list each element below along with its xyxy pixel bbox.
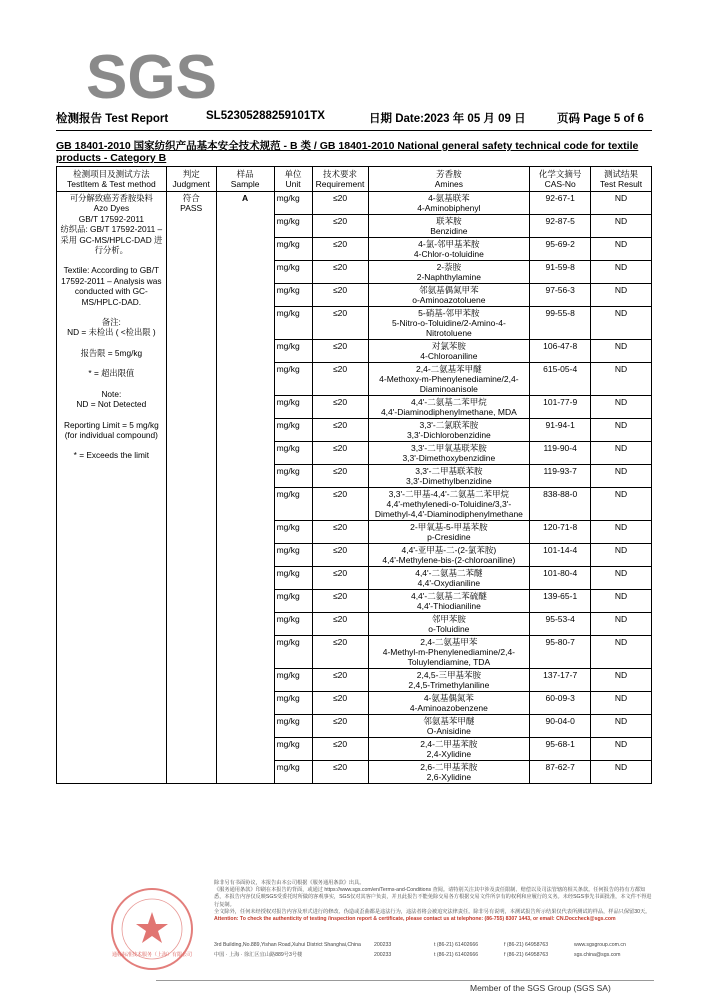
- requirement-cell: ≤20: [312, 636, 368, 669]
- terms-p3: 全文除外，任何未经授权对报告内容及形式进行的修改、伪造或歪曲都是违法行为，违法者将会被追究法律责任。除非另有说明，本测试报告所示结果仅代表所测试的样品，样品只保留30天。: [214, 908, 651, 915]
- unit-cell: mg/kg: [274, 567, 312, 590]
- cas-cell: 92-67-1: [530, 192, 591, 215]
- unit-cell: mg/kg: [274, 636, 312, 669]
- amine-cell: 3,3'-二氯联苯胺 3,3'-Dichlorobenzidine: [368, 419, 530, 442]
- unit-cell: mg/kg: [274, 488, 312, 521]
- report-date: 日期 Date:2023 年 05 月 09 日: [369, 113, 526, 125]
- sample-cell: A: [216, 192, 274, 784]
- requirement-cell: ≤20: [312, 715, 368, 738]
- table-header-row: [57, 167, 652, 192]
- unit-cell: mg/kg: [274, 419, 312, 442]
- amine-cell: 4,4'-亚甲基-二-(2-氯苯胺) 4,4'-Methylene-bis-(2-chloroaniline): [368, 544, 530, 567]
- col-sample: 样品 Sample: [216, 167, 274, 192]
- amine-cell: 联苯胺 Benzidine: [368, 215, 530, 238]
- svg-text:通标标准技术服务（上海）有限公司: 通标标准技术服务（上海）有限公司: [111, 952, 193, 958]
- requirement-cell: ≤20: [312, 567, 368, 590]
- result-cell: ND: [591, 669, 652, 692]
- result-cell: ND: [591, 215, 652, 238]
- amine-cell: 2,4-二氨基苯甲醚 4-Methoxy-m-Phenylenediamine/2,4-Diaminoanisole: [368, 363, 530, 396]
- amine-cell: 4,4'-二氨基二苯醚 4,4'-Oxydianiline: [368, 567, 530, 590]
- result-cell: ND: [591, 567, 652, 590]
- cas-cell: 99-55-8: [530, 307, 591, 340]
- amine-cell: 对氯苯胺 4-Chloroaniline: [368, 340, 530, 363]
- member-note: Member of the SGS Group (SGS SA): [470, 983, 611, 993]
- requirement-cell: ≤20: [312, 192, 368, 215]
- standard-title-line2: products - Category B: [56, 152, 167, 164]
- cas-cell: 95-80-7: [530, 636, 591, 669]
- amine-cell: 2,4-二氨基甲苯 4-Methyl-m-Phenylenediamine/2,4-Toluylendiamine, TDA: [368, 636, 530, 669]
- requirement-cell: ≤20: [312, 363, 368, 396]
- report-number: SL52305288259101TX: [206, 110, 325, 122]
- cas-cell: 120-71-8: [530, 521, 591, 544]
- amine-cell: 2,6-二甲基苯胺 2,6-Xylidine: [368, 761, 530, 784]
- result-cell: ND: [591, 715, 652, 738]
- requirement-cell: ≤20: [312, 238, 368, 261]
- cas-cell: 106-47-8: [530, 340, 591, 363]
- unit-cell: mg/kg: [274, 613, 312, 636]
- requirement-cell: ≤20: [312, 465, 368, 488]
- cas-cell: 615-05-4: [530, 363, 591, 396]
- requirement-cell: ≤20: [312, 307, 368, 340]
- website-link[interactable]: www.sgsgroup.com.cn: [574, 942, 626, 948]
- col-amines: 芳香胺 Amines: [368, 167, 530, 192]
- requirement-cell: ≤20: [312, 613, 368, 636]
- unit-cell: mg/kg: [274, 521, 312, 544]
- amine-cell: 邻氨基偶氮甲苯 o-Aminoazotoluene: [368, 284, 530, 307]
- cas-cell: 95-68-1: [530, 738, 591, 761]
- company-seal: [102, 884, 202, 974]
- unit-cell: mg/kg: [274, 442, 312, 465]
- requirement-cell: ≤20: [312, 692, 368, 715]
- col-result: 测试结果 Test Result: [591, 167, 652, 192]
- requirement-cell: ≤20: [312, 396, 368, 419]
- requirement-cell: ≤20: [312, 284, 368, 307]
- report-label: 检测报告 Test Report: [56, 113, 169, 125]
- amine-cell: 3,3'-二甲基联苯胺 3,3'-Dimethylbenzidine: [368, 465, 530, 488]
- col-judgment: 判定 Judgment: [166, 167, 216, 192]
- standard-title-line1: GB 18401-2010 国家纺织产品基本安全技术规范 - B 类 / GB 18401-2010 National general safety technical code for textile: [56, 140, 639, 152]
- footer-divider: [156, 980, 654, 981]
- amine-cell: 4,4'-二氨基二苯甲烷 4,4'-Diaminodiphenylmethane, MDA: [368, 396, 530, 419]
- cas-cell: 92-87-5: [530, 215, 591, 238]
- requirement-cell: ≤20: [312, 261, 368, 284]
- unit-cell: mg/kg: [274, 192, 312, 215]
- amine-cell: 4-氯-邻甲基苯胺 4-Chlor-o-toluidine: [368, 238, 530, 261]
- unit-cell: mg/kg: [274, 340, 312, 363]
- requirement-cell: ≤20: [312, 215, 368, 238]
- result-cell: ND: [591, 238, 652, 261]
- cas-cell: 91-59-8: [530, 261, 591, 284]
- cas-cell: 119-90-4: [530, 442, 591, 465]
- cas-cell: 87-62-7: [530, 761, 591, 784]
- cas-cell: 119-93-7: [530, 465, 591, 488]
- result-cell: ND: [591, 307, 652, 340]
- col-requirement: 技术要求 Requirement: [312, 167, 368, 192]
- requirement-cell: ≤20: [312, 669, 368, 692]
- requirement-cell: ≤20: [312, 761, 368, 784]
- result-cell: ND: [591, 590, 652, 613]
- unit-cell: mg/kg: [274, 261, 312, 284]
- results-table: [56, 166, 652, 784]
- cas-cell: 838-88-0: [530, 488, 591, 521]
- amine-cell: 5-硝基-邻甲苯胺 5-Nitro-o-Toluidine/2-Amino-4-Nitrotoluene: [368, 307, 530, 340]
- unit-cell: mg/kg: [274, 544, 312, 567]
- result-cell: ND: [591, 692, 652, 715]
- unit-cell: mg/kg: [274, 215, 312, 238]
- result-cell: ND: [591, 419, 652, 442]
- result-cell: ND: [591, 192, 652, 215]
- test-method-cell: 可分解致癌芳香胺染料 Azo Dyes GB/T 17592-2011 纺织品: GB/T 17592-2011 – 采用 GC-MS/HPLC-DAD 进行分析。 Textile: According to GB/T 17592-2011 – Analysis was conducted with GC-MS/HPLC-DAD. 备注: ND = 未检出 ( <检出限 ) 报告限 = 5mg/kg * = 超出限值 Note: ND = Not Detected Reporting Limit = 5 mg/kg (for individual compound) * = Exceeds the limit: [57, 192, 167, 784]
- unit-cell: mg/kg: [274, 284, 312, 307]
- result-cell: ND: [591, 442, 652, 465]
- col-test-item: 检测项目及测试方法 TestItem & Test method: [57, 167, 167, 192]
- judgment-cell: 符合 PASS: [166, 192, 216, 784]
- page-number: 页码 Page 5 of 6: [557, 113, 644, 125]
- result-cell: ND: [591, 738, 652, 761]
- attention-note: Attention: To check the authenticity of testing /inspection report & certificate, please contact us at telephone: (86-755) 8307 1443, or email: CN.Doccheck@sgs.com: [214, 916, 616, 923]
- result-cell: ND: [591, 761, 652, 784]
- standard-title: [56, 140, 652, 164]
- result-cell: ND: [591, 284, 652, 307]
- cas-cell: 60-09-3: [530, 692, 591, 715]
- cas-cell: 139-65-1: [530, 590, 591, 613]
- cas-cell: 95-69-2: [530, 238, 591, 261]
- requirement-cell: ≤20: [312, 488, 368, 521]
- requirement-cell: ≤20: [312, 419, 368, 442]
- requirement-cell: ≤20: [312, 590, 368, 613]
- requirement-cell: ≤20: [312, 340, 368, 363]
- unit-cell: mg/kg: [274, 761, 312, 784]
- cas-cell: 101-14-4: [530, 544, 591, 567]
- col-unit: 单位 Unit: [274, 167, 312, 192]
- unit-cell: mg/kg: [274, 307, 312, 340]
- cas-cell: 95-53-4: [530, 613, 591, 636]
- terms-text: [214, 880, 654, 923]
- result-cell: ND: [591, 488, 652, 521]
- unit-cell: mg/kg: [274, 465, 312, 488]
- sgs-logo: [84, 36, 217, 112]
- cas-cell: 101-77-9: [530, 396, 591, 419]
- result-cell: ND: [591, 396, 652, 419]
- cas-cell: 90-04-0: [530, 715, 591, 738]
- unit-cell: mg/kg: [274, 692, 312, 715]
- col-cas: 化学文摘号 CAS-No: [530, 167, 591, 192]
- result-cell: ND: [591, 544, 652, 567]
- table-row: [57, 192, 652, 215]
- unit-cell: mg/kg: [274, 363, 312, 396]
- amine-cell: 4-氨基联苯 4-Aminobiphenyl: [368, 192, 530, 215]
- result-cell: ND: [591, 613, 652, 636]
- email-link[interactable]: sgs.china@sgs.com: [574, 952, 621, 958]
- result-cell: ND: [591, 261, 652, 284]
- result-cell: ND: [591, 521, 652, 544]
- unit-cell: mg/kg: [274, 669, 312, 692]
- amine-cell: 2,4-二甲基苯胺 2,4-Xylidine: [368, 738, 530, 761]
- unit-cell: mg/kg: [274, 590, 312, 613]
- requirement-cell: ≤20: [312, 738, 368, 761]
- amine-cell: 邻甲苯胺 o-Toluidine: [368, 613, 530, 636]
- cas-cell: 137-17-7: [530, 669, 591, 692]
- cas-cell: 101-80-4: [530, 567, 591, 590]
- result-cell: ND: [591, 363, 652, 396]
- requirement-cell: ≤20: [312, 544, 368, 567]
- address-cn: 中国 · 上海 · 徐汇区宜山路889号3号楼: [214, 952, 303, 958]
- requirement-cell: ≤20: [312, 521, 368, 544]
- unit-cell: mg/kg: [274, 238, 312, 261]
- unit-cell: mg/kg: [274, 715, 312, 738]
- amine-cell: 4,4'-二氨基二苯硫醚 4,4'-Thiodianiline: [368, 590, 530, 613]
- requirement-cell: ≤20: [312, 442, 368, 465]
- amine-cell: 3,3'-二甲氧基联苯胺 3,3'-Dimethoxybenzidine: [368, 442, 530, 465]
- amine-cell: 邻氨基苯甲醚 O-Anisidine: [368, 715, 530, 738]
- sgs-logo-text: SGS: [86, 43, 217, 112]
- amine-cell: 2,4,5-三甲基苯胺 2,4,5-Trimethylaniline: [368, 669, 530, 692]
- result-cell: ND: [591, 340, 652, 363]
- result-cell: ND: [591, 636, 652, 669]
- amine-cell: 2-萘胺 2-Naphthylamine: [368, 261, 530, 284]
- cas-cell: 91-94-1: [530, 419, 591, 442]
- address-en: 3rd Building,No.889,Yishan Road,Xuhui District Shanghai,China: [214, 942, 361, 948]
- header-divider: [56, 130, 652, 131]
- terms-p1: 除非另有书面协议，本报告由本公司根据《服务通用条款》出具。: [214, 880, 365, 886]
- unit-cell: mg/kg: [274, 738, 312, 761]
- cas-cell: 97-56-3: [530, 284, 591, 307]
- amine-cell: 2-甲氧基-5-甲基苯胺 p-Cresidine: [368, 521, 530, 544]
- terms-p2: 《服务通用条款》印刷在本报告的背面，或通过 https://www.sgs.com/en/Terms-and-Conditions 查阅。请特别关注其中涉及责任限制、赔偿以及司法管辖的相关条款。任何报告的持有方都知悉，本报告内容仅反映SGS受委托时所做的客观事实，SGS仅对其客户负责，并且此报告不能免除交易各方根据交易文件所享有的权利和应履行的义务。未经SGS事先书面批准，本文件不得进行复制。: [214, 887, 652, 908]
- amine-cell: 3,3'-二甲基-4,4'-二氨基二苯甲烷 4,4'-methylenedi-o-Toluidine/3,3'-Dimethyl-4,4'-Diaminodiphenylmethane: [368, 488, 530, 521]
- unit-cell: mg/kg: [274, 396, 312, 419]
- amine-cell: 4-氨基偶氮苯 4-Aminoazobenzene: [368, 692, 530, 715]
- result-cell: ND: [591, 465, 652, 488]
